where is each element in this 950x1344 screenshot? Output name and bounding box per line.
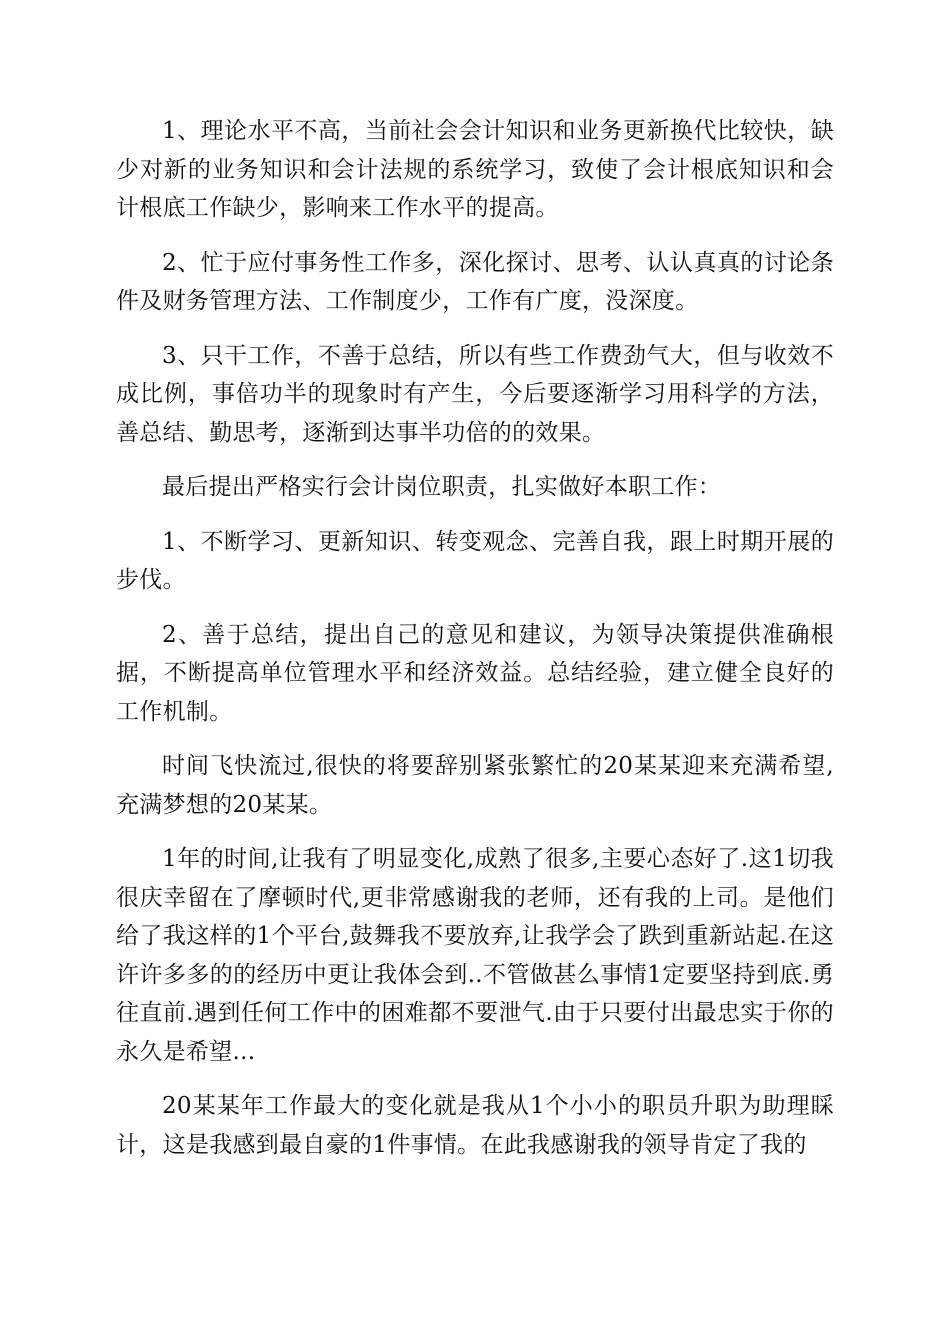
paragraph-action-2: 2、善于总结，提出自己的意见和建议，为领导决策提供准确根据，不断提高单位管理水平和经济效益。总结经验，建立健全良好的工作机制。 (116, 621, 834, 725)
document-body (116, 112, 834, 1180)
paragraph-year-reflection: 1年的时间,让我有了明显变化,成熟了很多,主要心态好了.这1切我很庆幸留在了摩顿时代,更非常感谢我的老师，还有我的上司。是他们给了我这样的1个平台,鼓舞我不要放弃,让我学会了跌到重新站起.在这许许多多的的经历中更让我体会到..不管做甚么事情1定要坚持到底.勇往直前.遇到任何工作中的困难都不要泄气.由于只要付出最忠实于你的永久是希望... (116, 846, 834, 1065)
paragraph-problem-3: 3、只干工作，不善于总结，所以有些工作费劲气大，但与收效不成比例，事倍功半的现象时有产生，今后要逐渐学习用科学的方法，善总结、勤思考，逐渐到达事半功倍的的效果。 (116, 342, 834, 446)
paragraph-action-1: 1、不断学习、更新知识、转变观念、完善自我，跟上时期开展的步伐。 (116, 528, 834, 593)
paragraph-conclusion-intro: 最后提出严格实行会计岗位职责，扎实做好本职工作： (162, 474, 722, 500)
paragraph-problem-2: 2、忙于应付事务性工作多，深化探讨、思考、认认真真的讨论条件及财务管理方法、工作制度少，工作有广度，没深度。 (116, 249, 834, 314)
paragraph-problem-1: 1、理论水平不高，当前社会会计知识和业务更新换代比较快，缺少对新的业务知识和会计法规的系统学习，致使了会计根底知识和会计根底工作缺少，影响来工作水平的提高。 (116, 118, 834, 221)
paragraph-promotion: 20某某年工作最大的变化就是我从1个小小的职员升职为助理睬计，这是我感到最自豪的1件事情。在此我感谢我的领导肯定了我的 (116, 1093, 834, 1158)
paragraph-time-passing: 时间飞快流过,很快的将要辞别紧张繁忙的20某某迎来充满希望,充满梦想的20某某。 (116, 753, 834, 818)
